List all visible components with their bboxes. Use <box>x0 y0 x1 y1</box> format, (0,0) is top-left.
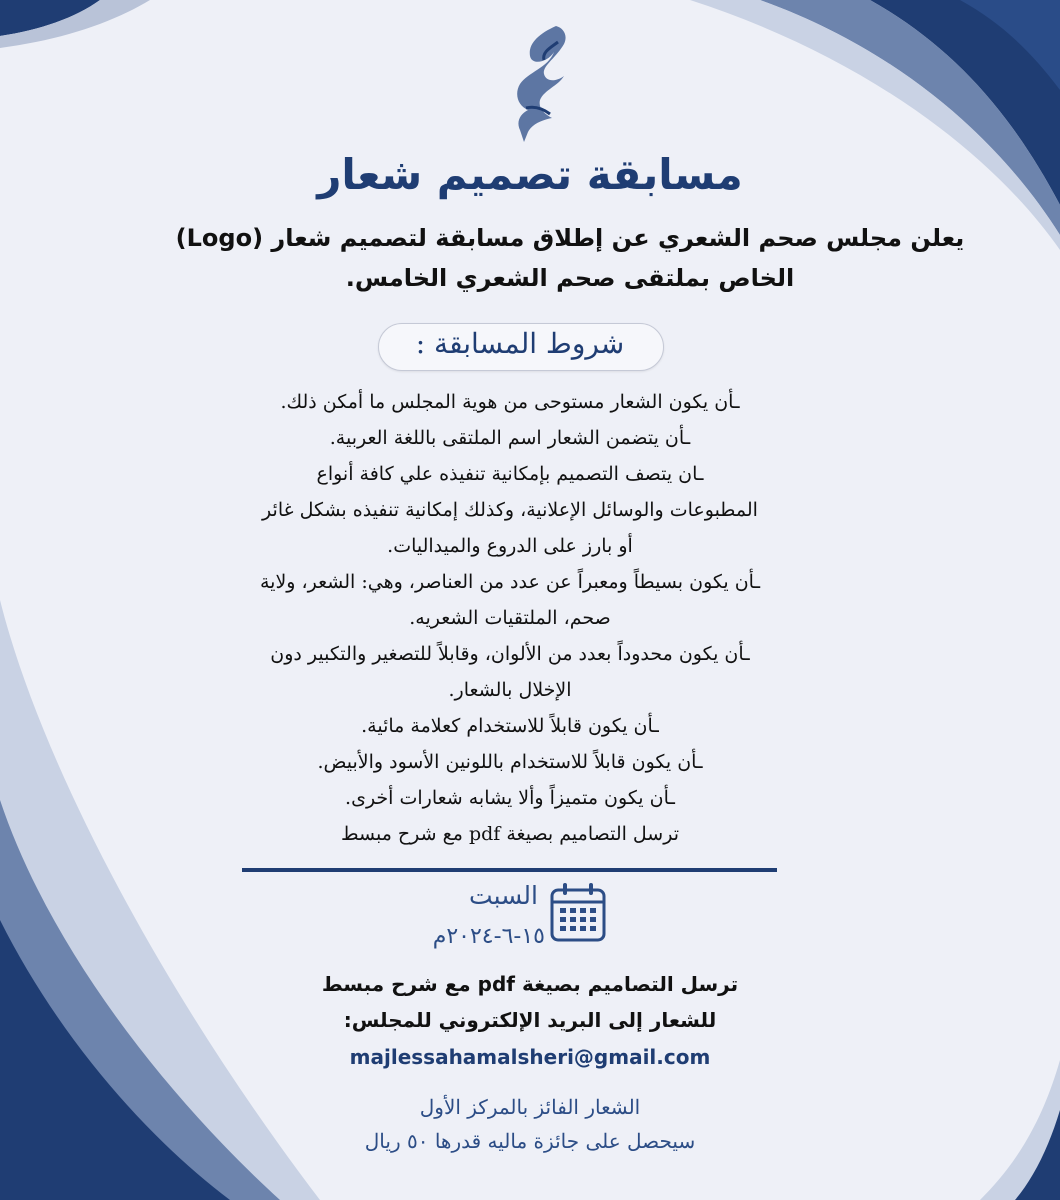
rule-line: أو بارز على الدروع والميداليات. <box>387 535 633 557</box>
section-divider <box>242 868 777 872</box>
rule-line: ـأن يكون قابلاً للاستخدام كعلامة مائية. <box>361 715 659 737</box>
conditions-heading: شروط المسابقة : <box>415 327 625 360</box>
deadline-day: السبت <box>469 881 538 910</box>
prize-line-1: الشعار الفائز بالمركز الأول <box>419 1095 641 1119</box>
rule-line: ـأن يكون محدوداً بعدد من الألوان، وقابلاً للتصغير والتكبير دون <box>270 643 750 665</box>
intro-line-1: يعلن مجلس صحم الشعري عن إطلاق مسابقة لتصميم شعار (Logo) <box>175 224 965 252</box>
calendar-icon <box>549 880 607 944</box>
intro-line-2: الخاص بملتقى صحم الشعري الخامس. <box>345 264 795 292</box>
rule-line: ـأن يكون قابلاً للاستخدام باللونين الأسود والأبيض. <box>317 751 703 773</box>
rule-line: ـأن يكون بسيطاً ومعبراً عن عدد من العناصر، وهي: الشعر، ولاية <box>259 571 761 593</box>
rule-line: ترسل التصاميم بصيغة pdf مع شرح مبسط <box>340 823 680 845</box>
rule-line: المطبوعات والوسائل الإعلانية، وكذلك إمكانية تنفيذه بشكل غائر <box>262 499 758 521</box>
rule-line: ـأن يكون متميزاً وألا يشابه شعارات أخرى. <box>345 787 675 809</box>
rule-line: الإخلال بالشعار. <box>448 679 572 701</box>
calligraphy-logo-icon <box>498 22 582 146</box>
deadline-date: ١٥-٦-٢٠٢٤م <box>432 924 545 949</box>
rule-line: ـأن يتضمن الشعار اسم الملتقى باللغة العربية. <box>329 427 691 449</box>
contact-email-link[interactable]: majlessahamalsheri@gmail.com <box>349 1045 711 1069</box>
submission-line-2: للشعار إلى البريد الإلكتروني للمجلس: <box>343 1008 717 1032</box>
prize-line-2: سيحصل على جائزة ماليه قدرها ٥٠ ريال <box>364 1129 696 1153</box>
submission-instructions <box>190 966 870 1038</box>
prize-info <box>180 1090 880 1158</box>
rule-line: صحم، الملتقيات الشعريه. <box>409 607 611 629</box>
rule-line: ـان يتصف التصميم بإمكانية تنفيذه علي كافة أنواع <box>316 463 704 485</box>
submission-line-1: ترسل التصاميم بصيغة pdf مع شرح مبسط <box>321 972 739 996</box>
page-title: مسابقة تصميم شعار <box>317 150 743 199</box>
rules-list <box>140 384 880 852</box>
rule-line: ـأن يكون الشعار مستوحى من هوية المجلس ما أمكن ذلك. <box>280 391 740 413</box>
intro-text <box>120 218 1020 298</box>
